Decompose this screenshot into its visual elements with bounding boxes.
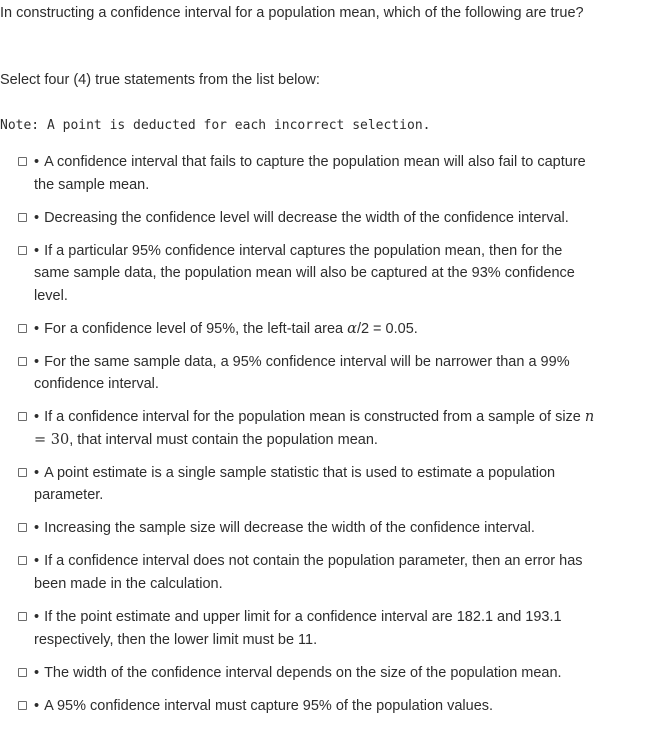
bullet-icon: • bbox=[34, 553, 40, 570]
option-text: If a confidence interval does not contain the population parameter, then an error has been made in the calculation. bbox=[34, 553, 583, 593]
option-item[interactable] bbox=[18, 606, 598, 651]
option-text: A confidence interval that fails to capture the population mean will also fail to capture the sample mean. bbox=[34, 154, 586, 193]
option-text: Decreasing the confidence level will decrease the width of the confidence interval. bbox=[44, 209, 569, 226]
option-item[interactable] bbox=[18, 351, 598, 396]
option-item[interactable] bbox=[18, 240, 598, 308]
alpha-symbol: α bbox=[347, 320, 357, 337]
sample-size-value: 30 bbox=[50, 431, 70, 448]
option-text-after: , that interval must contain the population mean. bbox=[69, 431, 378, 448]
option-item[interactable] bbox=[18, 550, 598, 595]
bullet-icon: • bbox=[34, 409, 40, 426]
option-text-after: /2 = 0.05. bbox=[356, 320, 418, 337]
option-checkbox[interactable] bbox=[18, 468, 27, 477]
option-checkbox[interactable] bbox=[18, 523, 27, 532]
option-item[interactable] bbox=[18, 318, 598, 341]
option-item[interactable] bbox=[18, 662, 598, 685]
option-text: For the same sample data, a 95% confidence interval will be narrower than a 99% confidence interval. bbox=[34, 353, 570, 393]
options-list bbox=[18, 151, 598, 728]
option-text: For a confidence level of 95%, the left-tail area bbox=[44, 320, 348, 337]
option-checkbox[interactable] bbox=[18, 412, 27, 421]
bullet-icon: • bbox=[34, 209, 40, 226]
bullet-icon: • bbox=[34, 697, 40, 714]
option-item[interactable] bbox=[18, 517, 598, 540]
option-item[interactable] bbox=[18, 406, 598, 451]
option-checkbox[interactable] bbox=[18, 213, 27, 222]
bullet-icon: • bbox=[34, 154, 40, 170]
option-checkbox[interactable] bbox=[18, 157, 27, 166]
option-checkbox[interactable] bbox=[18, 701, 27, 710]
bullet-icon: • bbox=[34, 664, 40, 681]
option-item[interactable] bbox=[18, 151, 598, 196]
option-checkbox[interactable] bbox=[18, 357, 27, 366]
option-item[interactable] bbox=[18, 695, 598, 718]
bullet-icon: • bbox=[34, 242, 40, 259]
bullet-icon: • bbox=[34, 520, 40, 537]
option-text: A point estimate is a single sample statistic that is used to estimate a population parameter. bbox=[34, 464, 556, 504]
equals-sign: = bbox=[34, 431, 51, 448]
bullet-icon: • bbox=[34, 320, 40, 337]
option-text: Increasing the sample size will decrease the width of the confidence interval. bbox=[44, 520, 535, 537]
option-item[interactable] bbox=[18, 462, 598, 507]
bullet-icon: • bbox=[34, 464, 40, 481]
option-checkbox[interactable] bbox=[18, 556, 27, 565]
option-text: The width of the confidence interval depends on the size of the population mean. bbox=[44, 664, 562, 681]
option-text: If the point estimate and upper limit for a confidence interval are 182.1 and 193.1 respectively, then the lower limit must be 11. bbox=[34, 609, 562, 648]
option-text: If a confidence interval for the population mean is constructed from a sample of size bbox=[44, 409, 585, 426]
instruction-text: Select four (4) true statements from the list below: bbox=[0, 72, 320, 88]
option-checkbox[interactable] bbox=[18, 246, 27, 255]
bullet-icon: • bbox=[34, 353, 40, 370]
option-checkbox[interactable] bbox=[18, 324, 27, 333]
note-text: Note: A point is deducted for each incorrect selection. bbox=[0, 118, 431, 133]
bullet-icon: • bbox=[34, 609, 40, 626]
option-text: A 95% confidence interval must capture 95% of the population values. bbox=[44, 697, 494, 714]
question-text: In constructing a confidence interval for a population mean, which of the following are true? bbox=[0, 5, 584, 21]
option-item[interactable] bbox=[18, 207, 598, 230]
n-symbol: n bbox=[584, 409, 595, 426]
option-checkbox[interactable] bbox=[18, 668, 27, 677]
option-text: If a particular 95% confidence interval captures the population mean, then for the same sample data, the population mean will also be captured at the 93% confidence level. bbox=[34, 242, 575, 304]
option-checkbox[interactable] bbox=[18, 612, 27, 621]
